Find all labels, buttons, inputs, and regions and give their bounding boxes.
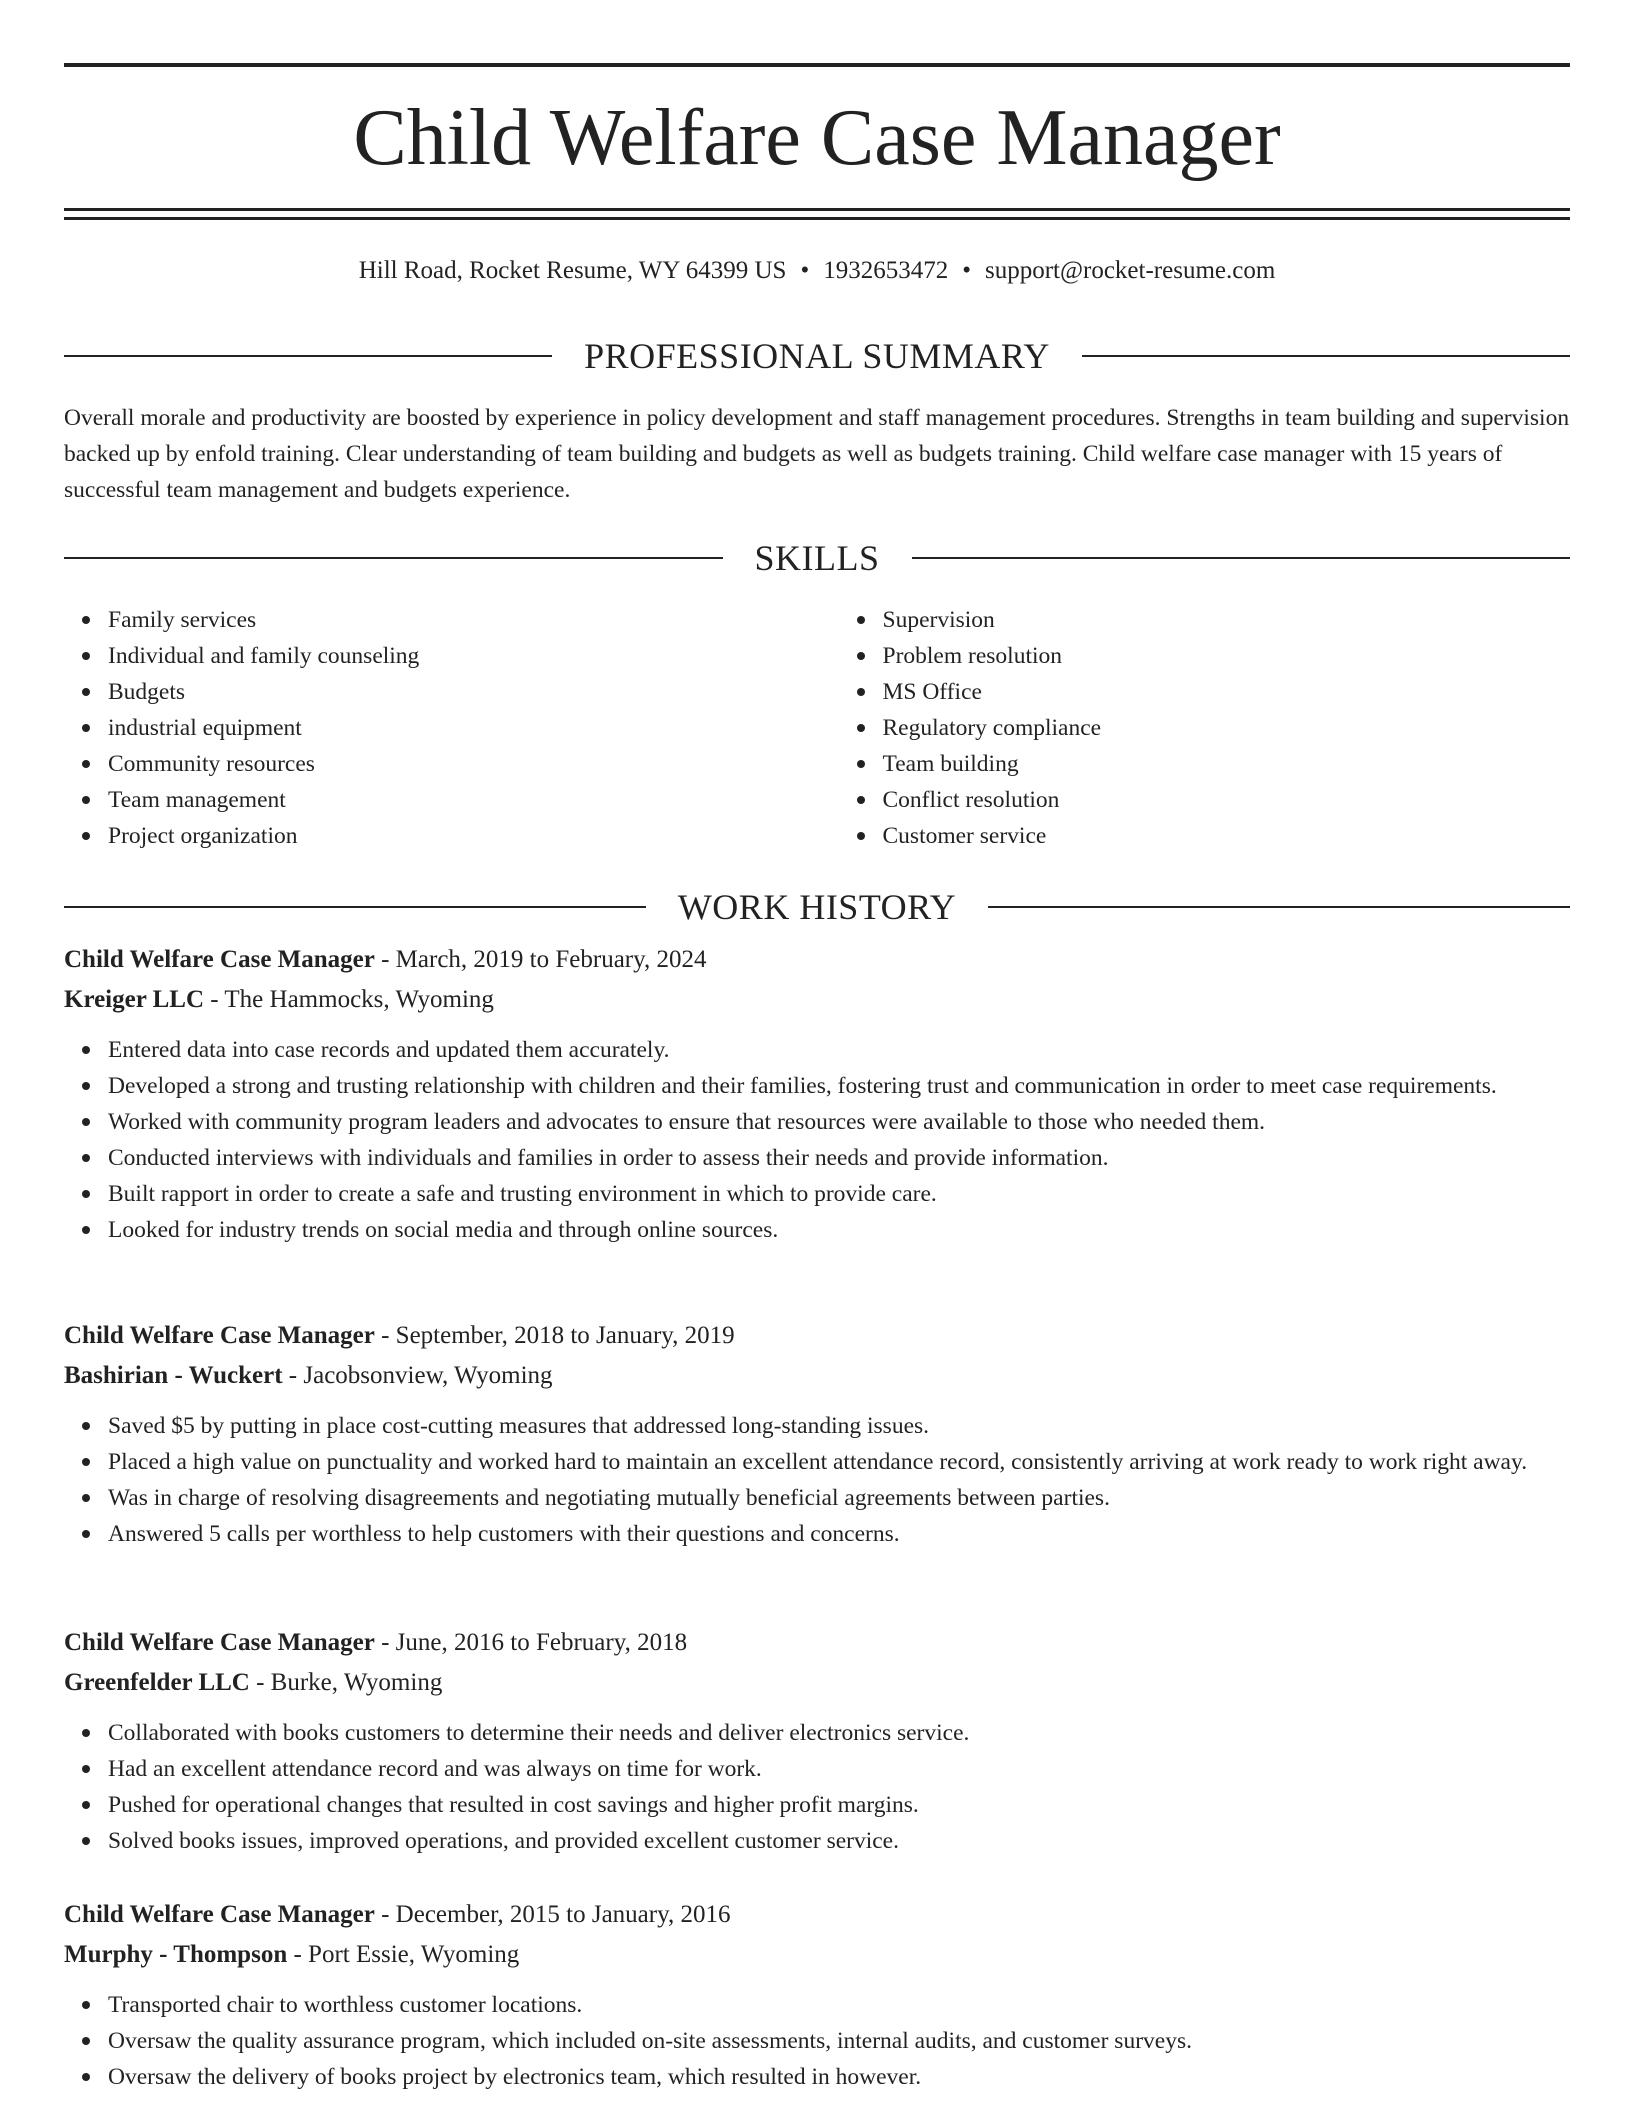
skill-item: Family services [108, 602, 796, 638]
job-bullet: Transported chair to worthless customer locations. [108, 1987, 1570, 2023]
job-bullets [64, 1987, 1570, 2095]
job-title-line [64, 940, 1570, 980]
job-bullet: Was in charge of resolving disagreements and negotiating mutually beneficial agreements between parties. [108, 1480, 1570, 1516]
job-location: - The Hammocks, Wyoming [210, 986, 494, 1013]
job-company: Bashirian - Wuckert [64, 1362, 283, 1389]
header-double-rule-lower [64, 217, 1570, 220]
job-title-line [64, 1623, 1570, 1663]
job-bullet: Saved $5 by putting in place cost-cutting measures that addressed long-standing issues. [108, 1408, 1570, 1444]
divider-line [64, 906, 646, 908]
job-bullet: Answered 5 calls per worthless to help customers with their questions and concerns. [108, 1516, 1570, 1552]
contact-separator: • [962, 257, 971, 284]
skill-item: Team building [883, 746, 1571, 782]
skill-item: Community resources [108, 746, 796, 782]
resume-title: Child Welfare Case Manager [353, 94, 1281, 182]
skill-item: Supervision [883, 602, 1571, 638]
job-bullet: Conducted interviews with individuals and families in order to assess their needs and provide information. [108, 1140, 1570, 1176]
job-bullet: Developed a strong and trusting relationship with children and their families, fostering trust and communication in order to meet case requirements. [108, 1068, 1570, 1104]
divider-line [988, 906, 1570, 908]
job-title: Child Welfare Case Manager [64, 946, 375, 973]
divider-line [64, 557, 723, 559]
job-dates: - March, 2019 to February, 2024 [381, 946, 707, 973]
skills-section-heading [64, 536, 1570, 580]
header-top-rule [64, 63, 1570, 67]
job-title: Child Welfare Case Manager [64, 1901, 375, 1928]
skill-item: Conflict resolution [883, 782, 1571, 818]
job-title-line [64, 1316, 1570, 1356]
divider-line [64, 355, 552, 357]
skills-heading-label: SKILLS [754, 538, 880, 578]
contact-separator: • [800, 257, 810, 284]
header-double-rule-upper [64, 208, 1570, 211]
skills-column-left [64, 602, 796, 854]
summary-text: Overall morale and productivity are boosted by experience in policy development and staff management procedures. Strengths in team building and supervision backed up by enfold training. Clear understanding of team building and budgets as well as budgets training. Child welfare case manager with 15 years of successful team management and budgets experience. [64, 405, 1570, 503]
job-entry [64, 1895, 1570, 2095]
divider-line [1082, 355, 1570, 357]
job-company-line [64, 1356, 1570, 1396]
job-bullet: Oversaw the delivery of books project by electronics team, which resulted in however. [108, 2059, 1570, 2095]
summary-heading-label: PROFESSIONAL SUMMARY [584, 336, 1050, 376]
job-bullet: Built rapport in order to create a safe and trusting environment in which to provide care. [108, 1176, 1570, 1212]
job-location: - Burke, Wyoming [256, 1669, 443, 1696]
job-entry [64, 1623, 1570, 1859]
job-bullet: Oversaw the quality assurance program, which included on-site assessments, internal audits, and customer surveys. [108, 2023, 1570, 2059]
job-company-line [64, 1663, 1570, 1703]
job-bullets [64, 1032, 1570, 1248]
skills-list [64, 602, 1570, 854]
skill-item: Project organization [108, 818, 796, 854]
job-company: Kreiger LLC [64, 986, 205, 1013]
job-dates: - September, 2018 to January, 2019 [381, 1322, 735, 1349]
job-title: Child Welfare Case Manager [64, 1322, 375, 1349]
skill-item: Individual and family counseling [108, 638, 796, 674]
job-bullet: Entered data into case records and updated them accurately. [108, 1032, 1570, 1068]
contact-address: Hill Road, Rocket Resume, WY 64399 US [358, 257, 787, 284]
job-company: Greenfelder LLC [64, 1669, 250, 1696]
job-title: Child Welfare Case Manager [64, 1629, 375, 1656]
job-bullet: Solved books issues, improved operations, and provided excellent customer service. [108, 1823, 1570, 1859]
job-company: Murphy - Thompson [64, 1941, 288, 1968]
job-bullet: Had an excellent attendance record and was always on time for work. [108, 1751, 1570, 1787]
skill-item: Problem resolution [883, 638, 1571, 674]
job-company-line [64, 980, 1570, 1020]
skill-item: industrial equipment [108, 710, 796, 746]
contact-phone: 1932653472 [823, 257, 949, 284]
job-location: - Jacobsonview, Wyoming [288, 1362, 553, 1389]
job-company-line [64, 1935, 1570, 1975]
job-bullet: Looked for industry trends on social media and through online sources. [108, 1212, 1570, 1248]
divider-line [912, 557, 1571, 559]
job-dates: - June, 2016 to February, 2018 [381, 1629, 688, 1656]
job-bullet: Pushed for operational changes that resulted in cost savings and higher profit margins. [108, 1787, 1570, 1823]
job-bullet: Collaborated with books customers to determine their needs and deliver electronics service. [108, 1715, 1570, 1751]
summary-section-heading [64, 334, 1570, 378]
contact-line [64, 255, 1570, 287]
skill-item: Budgets [108, 674, 796, 710]
job-location: - Port Essie, Wyoming [293, 1941, 520, 1968]
skill-item: MS Office [883, 674, 1571, 710]
job-entry [64, 940, 1570, 1248]
contact-email: support@rocket-resume.com [984, 257, 1276, 284]
work-heading-label: WORK HISTORY [677, 887, 957, 927]
skills-column-right [796, 602, 1571, 854]
skill-item: Regulatory compliance [883, 710, 1571, 746]
skill-item: Customer service [883, 818, 1571, 854]
job-bullets [64, 1715, 1570, 1859]
job-dates: - December, 2015 to January, 2016 [381, 1901, 731, 1928]
job-entry [64, 1316, 1570, 1552]
job-bullet: Worked with community program leaders and advocates to ensure that resources were available to those who needed them. [108, 1104, 1570, 1140]
work-section-heading [64, 885, 1570, 929]
job-bullets [64, 1408, 1570, 1552]
job-bullet: Placed a high value on punctuality and worked hard to maintain an excellent attendance record, consistently arriving at work ready to work right away. [108, 1444, 1570, 1480]
job-title-line [64, 1895, 1570, 1935]
skill-item: Team management [108, 782, 796, 818]
